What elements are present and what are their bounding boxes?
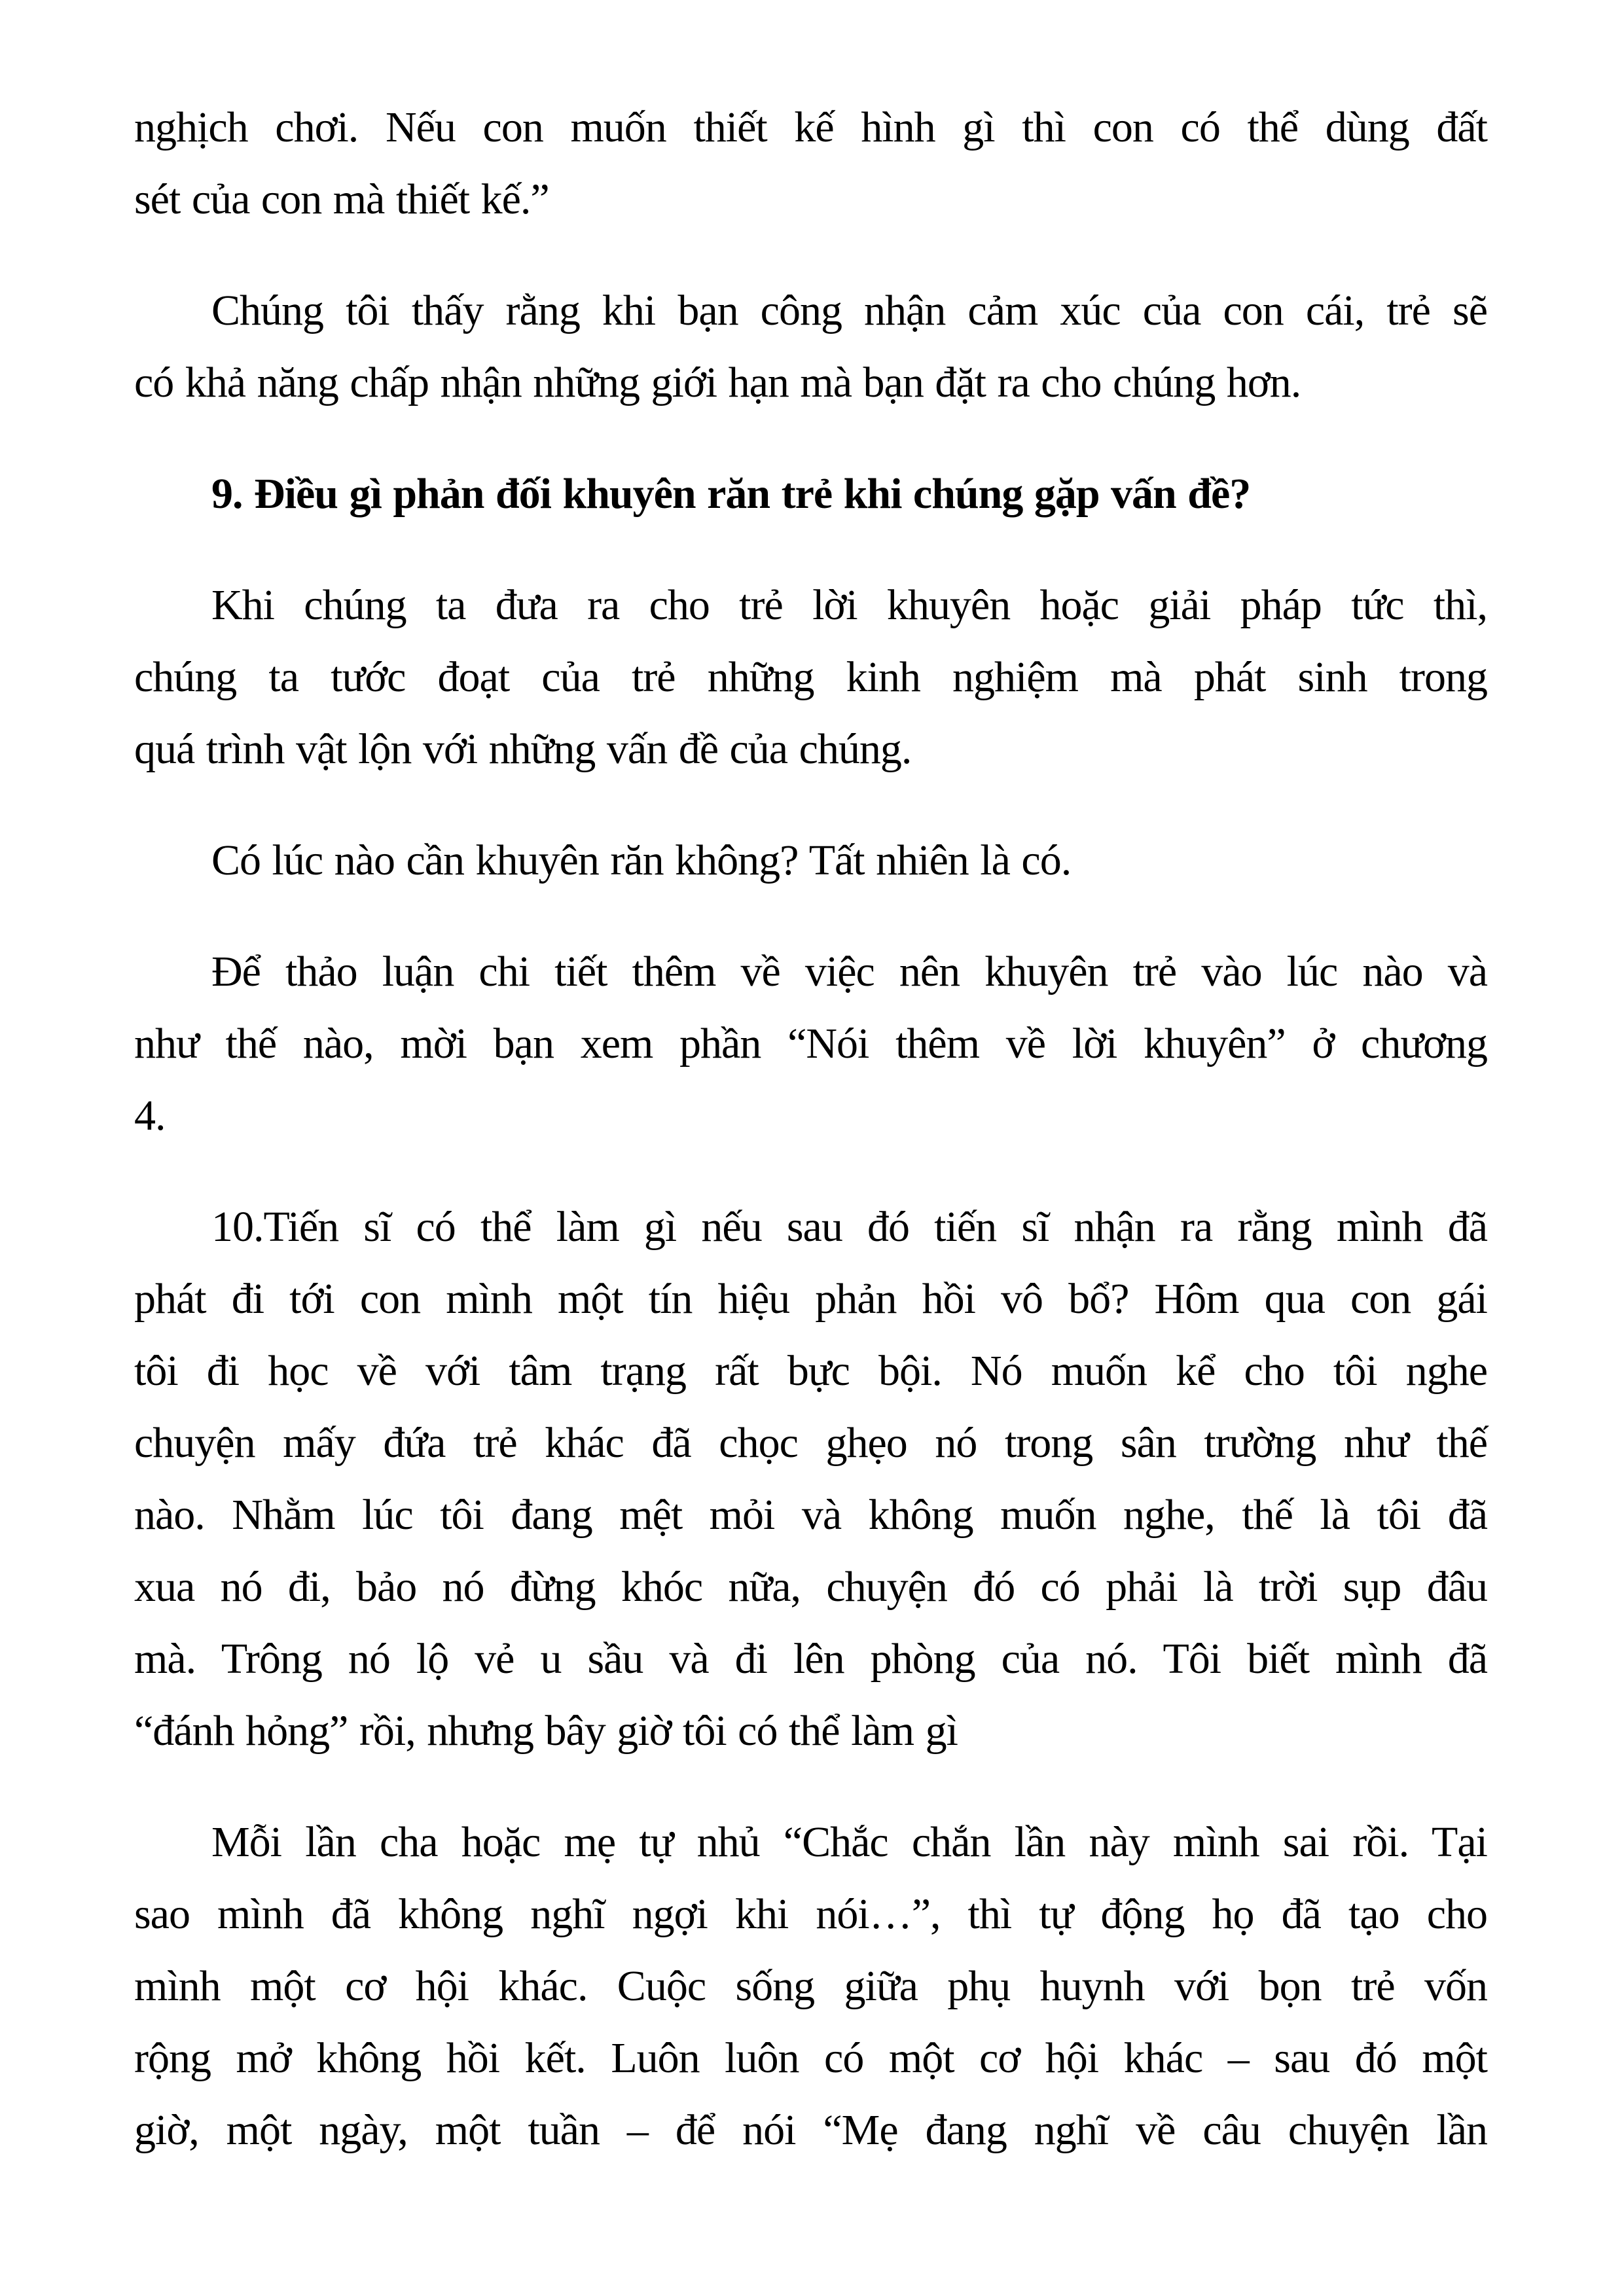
text-line: mình một cơ hội khác. Cuộc sống giữa phụ huynh với bọn trẻ vốn	[134, 1962, 1487, 2010]
text-line: chuyện mấy đứa trẻ khác đã chọc ghẹo nó trong sân trường như thế	[134, 1419, 1487, 1467]
text-line: nào. Nhằm lúc tôi đang mệt mỏi và không muốn nghe, thế là tôi đã	[134, 1491, 1487, 1539]
text-line: Mỗi lần cha hoặc mẹ tự nhủ “Chắc chắn lần này mình sai rồi. Tại	[211, 1818, 1487, 1866]
paragraph	[134, 936, 1487, 1152]
section-heading	[134, 458, 1487, 530]
text-line: phát đi tới con mình một tín hiệu phản hồi vô bổ? Hôm qua con gái	[134, 1275, 1487, 1323]
paragraph	[134, 569, 1487, 785]
text-line: có khả năng chấp nhận những giới hạn mà bạn đặt ra cho chúng hơn.	[134, 359, 1301, 406]
paragraph	[134, 275, 1487, 419]
text-line: xua nó đi, bảo nó đừng khóc nữa, chuyện đó có phải là trời sụp đâu	[134, 1563, 1487, 1611]
paragraph	[134, 1806, 1487, 2166]
text-line: như thế nào, mời bạn xem phần “Nói thêm về lời khuyên” ở chương	[134, 1020, 1487, 1067]
text-line: Để thảo luận chi tiết thêm về việc nên khuyên trẻ vào lúc nào và	[211, 948, 1487, 996]
text-line: 4.	[134, 1092, 166, 1139]
text-line: sao mình đã không nghĩ ngợi khi nói…”, thì tự động họ đã tạo cho	[134, 1890, 1487, 1938]
text-line: Khi chúng ta đưa ra cho trẻ lời khuyên hoặc giải pháp tức thì,	[211, 581, 1487, 629]
text-line: Chúng tôi thấy rằng khi bạn công nhận cảm xúc của con cái, trẻ sẽ	[211, 287, 1487, 334]
paragraph	[134, 1191, 1487, 1767]
text-line: giờ, một ngày, một tuần – để nói “Mẹ đang nghĩ về câu chuyện lần	[134, 2106, 1487, 2154]
text-block	[134, 92, 1487, 2166]
text-line: nghịch chơi. Nếu con muốn thiết kế hình gì thì con có thể dùng đất	[134, 103, 1487, 151]
text-line: 9. Điều gì phản đối khuyên răn trẻ khi chúng gặp vấn đề?	[211, 470, 1251, 518]
text-line: tôi đi học về với tâm trạng rất bực bội. Nó muốn kể cho tôi nghe	[134, 1347, 1487, 1395]
text-line: sét của con mà thiết kế.”	[134, 175, 549, 223]
paragraph	[134, 92, 1487, 236]
text-line: rộng mở không hồi kết. Luôn luôn có một cơ hội khác – sau đó một	[134, 2034, 1487, 2082]
text-line: 10.Tiến sĩ có thể làm gì nếu sau đó tiến sĩ nhận ra rằng mình đã	[211, 1203, 1487, 1251]
paragraph	[134, 825, 1487, 897]
text-line: chúng ta tước đoạt của trẻ những kinh nghiệm mà phát sinh trong	[134, 653, 1487, 701]
text-line: mà. Trông nó lộ vẻ u sầu và đi lên phòng của nó. Tôi biết mình đã	[134, 1635, 1487, 1683]
text-line: “đánh hỏng” rồi, nhưng bây giờ tôi có thể làm gì	[134, 1707, 958, 1755]
text-line: quá trình vật lộn với những vấn đề của chúng.	[134, 725, 912, 773]
text-line: Có lúc nào cần khuyên răn không? Tất nhiên là có.	[211, 836, 1072, 884]
